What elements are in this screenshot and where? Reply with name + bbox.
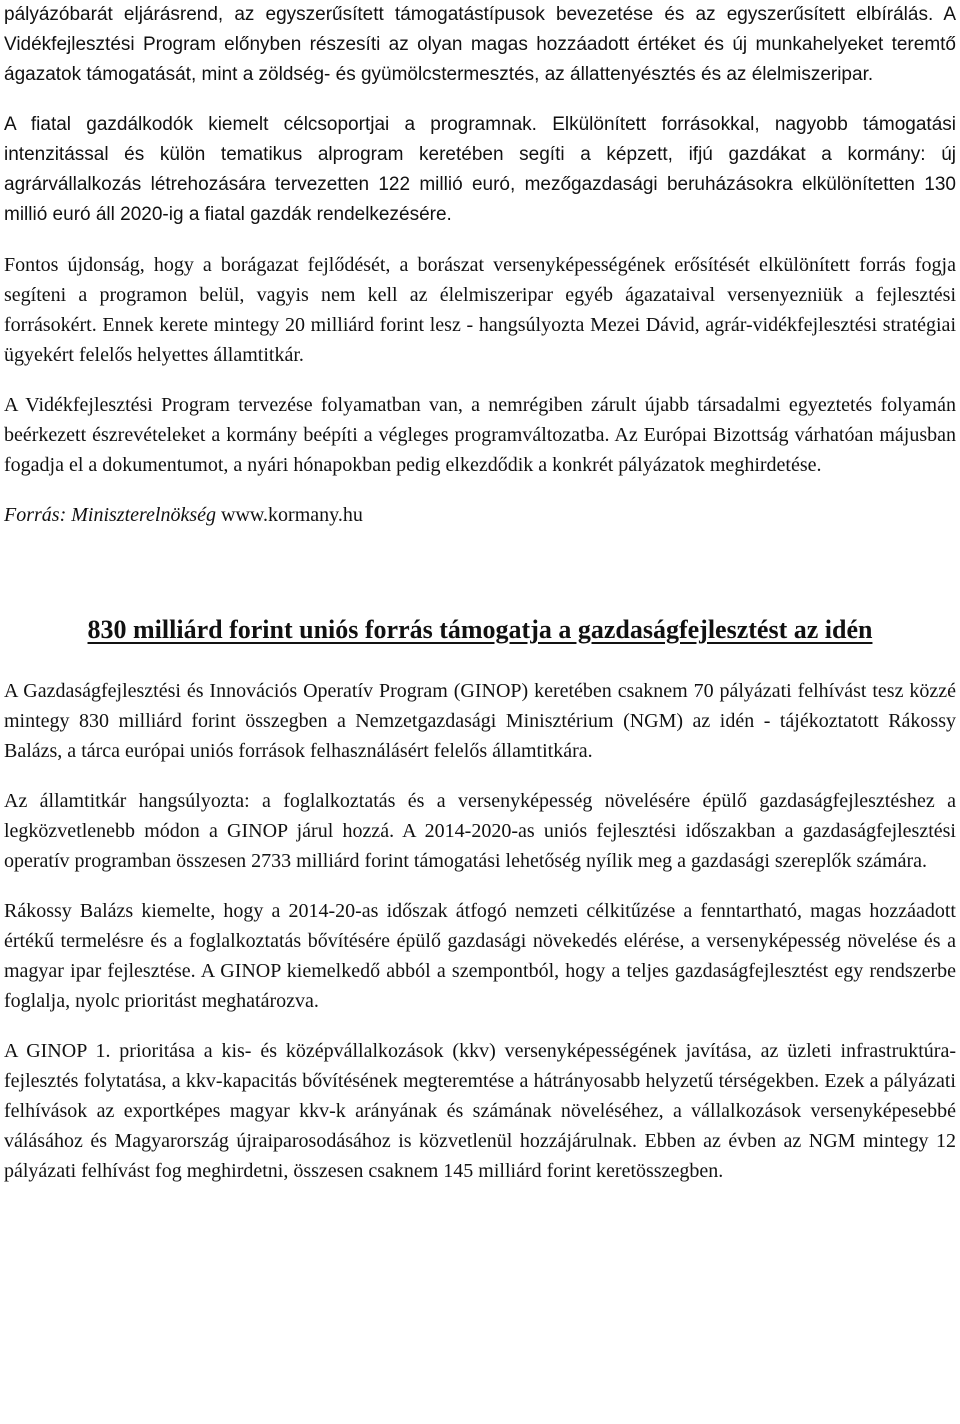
source-line (4, 500, 956, 530)
paragraph-national-goals: Rákossy Balázs kiemelte, hogy a 2014-20-as időszak átfogó nemzeti célkitűzése a fenntartható, magas hozzáadott értékű termelésre és a foglalkoztatás bővítésére épülő gazdasági növekedés elérése, a versenyképesség növelése és a magyar ipar fejlesztése. A GINOP kiemelkedő abból a szempontból, hogy a teljes gazdaságfejlesztést egy rendszerbe foglalja, nyolc prioritást meghatározva. (4, 900, 956, 1012)
source-url: www.kormany.hu (216, 504, 363, 526)
article-title: 830 milliárd forint uniós forrás támogatja a gazdaságfejlesztést az idén (87, 615, 873, 644)
paragraph-ginop-calls: A Gazdaságfejlesztési és Innovációs Operatív Program (GINOP) keretében csaknem 70 pályázati felhívást tesz közzé mintegy 830 milliárd forint összegben a Nemzetgazdasági Minisztérium (NGM) az idén - tájékoztatott Rákossy Balázs, a tárca európai uniós források felhasználásért felelős államtitkára. (4, 680, 956, 762)
source-label: Forrás: Miniszterelnökség (4, 504, 217, 526)
paragraph-secretary-emphasis: Az államtitkár hangsúlyozta: a foglalkoztatás és a versenyképesség növelésére épülő gazdaságfejlesztéshez a legközvetlenebb módon a GINOP járul hozzá. A 2014-2020-as uniós fejlesztési időszakban a gazdaságfejlesztési operatív programban összesen 2733 milliárd forint támogatási lehetőség nyílik meg a gazdasági szereplők számára. (4, 790, 956, 872)
paragraph-wine-sector: Fontos újdonság, hogy a borágazat fejlődését, a borászat versenyképességének erősítését elkülönített forrás fogja segíteni a programon belül, vagyis nem kell az élelmiszeripar egyéb ágazataival versenyezniük a fejlesztési forrásokért. Ennek kerete mintegy 20 milliárd forint lesz - hangsúlyozta Mezei Dávid, agrár-vidékfejlesztési stratégiai ügyekért felelős helyettes államtitkár. (4, 254, 956, 366)
document-page (4, 0, 956, 1206)
paragraph-ginop-priority-one: A GINOP 1. prioritása a kis- és középvállalkozások (kkv) versenyképességének javítása, az üzleti infrastruktúra-fejlesztés folytatása, a kkv-kapacitás bővítésének megteremtése a hátrányosabb helyzetű térségekben. Ezek a pályázati felhívások az exportképes magyar kkv-k arányának és számának növeléséhez, a vállalkozások versenyképesebbé válásához és Magyarország újraiparosodásához is közvetlenül hozzájárulnak. Ebben az évben az NGM mintegy 12 pályázati felhívást fog meghirdetni, összesen csaknem 145 milliárd forint keretösszegben. (4, 1040, 956, 1182)
paragraph-program-intro: pályázóbarát eljárásrend, az egyszerűsített támogatástípusok bevezetése és az egyszerűsített elbírálás. A Vidékfejlesztési Program előnyben részesíti az olyan magas hozzáadott értéket és új munkahelyeket teremtő ágazatok támogatását, mint a zöldség- és gyümölcstermesztés, az állattenyésztés és az élelmiszeripar. (4, 4, 956, 85)
paragraph-program-planning: A Vidékfejlesztési Program tervezése folyamatban van, a nemrégiben zárult újabb társadalmi egyeztetés folyamán beérkezett észrevételeket a kormány beépíti a végleges programváltozatba. Az Európai Bizottság várhatóan májusban fogadja el a dokumentumot, a nyári hónapokban pedig elkezdődik a konkrét pályázatok meghirdetése. (4, 394, 956, 476)
paragraph-young-farmers: A fiatal gazdálkodók kiemelt célcsoportjai a programnak. Elkülönített forrásokkal, nagyobb támogatási intenzitással és külön tematikus alprogram keretében segíti a képzett, ifjú gazdákat a kormány: új agrárvállalkozás létrehozására tervezetten 122 millió euró, mezőgazdasági beruházásokra elkülönítetten 130 millió euró áll 2020-ig a fiatal gazdák rendelkezésére. (4, 114, 956, 225)
